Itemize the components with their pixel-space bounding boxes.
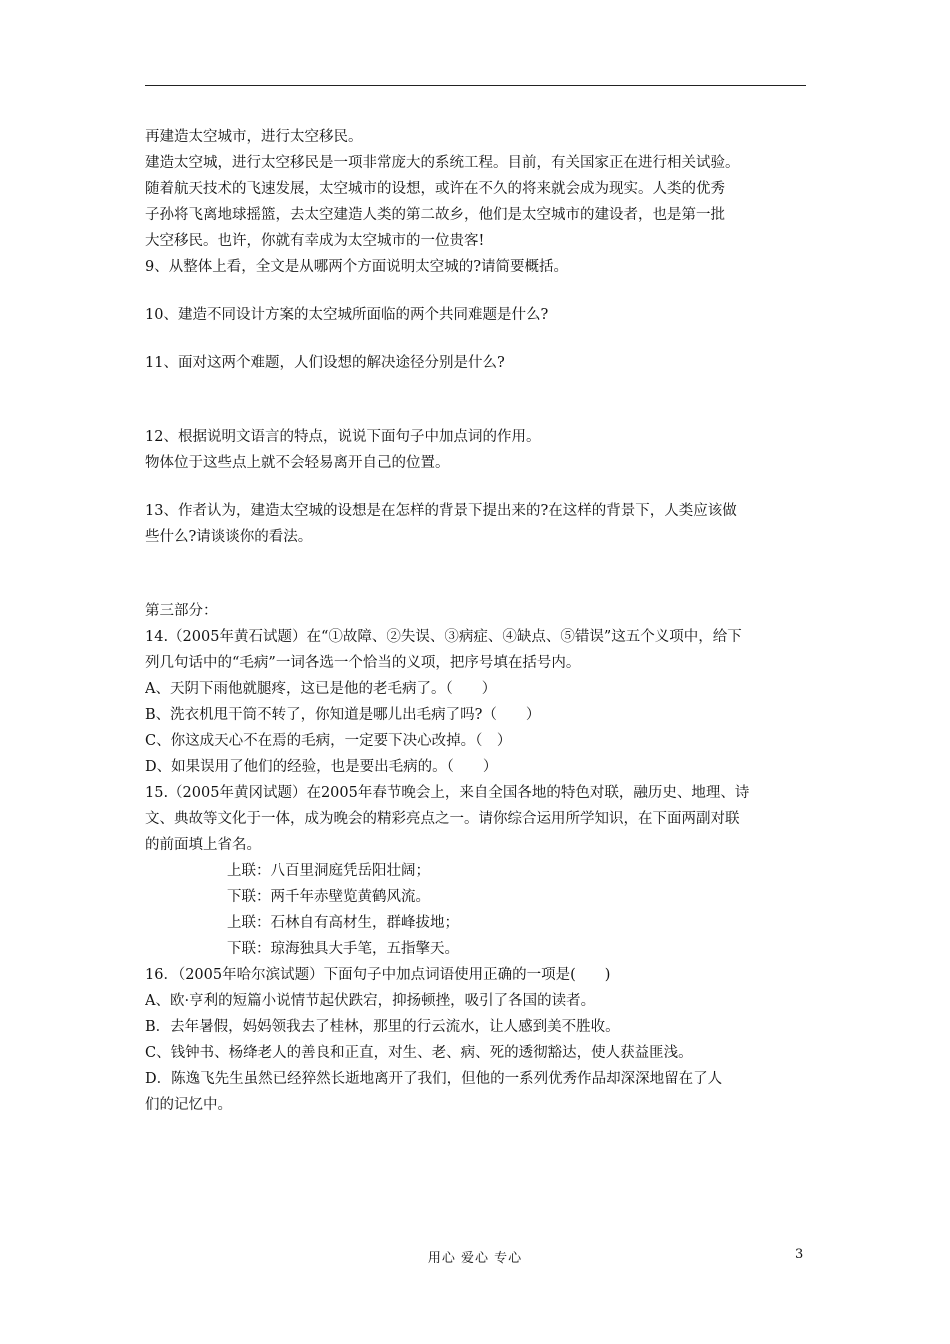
question-15-line-1: 15.（2005年黄冈试题）在2005年春节晚会上，来自全国各地的特色对联，融历史、地理、诗 <box>145 785 750 801</box>
question-13-line-1: 13、作者认为，建造太空城的设想是在怎样的背景下提出来的?在这样的背景下，人类应该做 <box>145 503 737 519</box>
question-13-line-2: 些什么?请谈谈你的看法。 <box>145 529 313 545</box>
passage-line-3: 随着航天技术的飞速发展，太空城市的设想，或许在不久的将来就会成为现实。人类的优秀 <box>145 181 725 197</box>
question-14-line-1: 14.（2005年黄石试题）在“①故障、②失误、③病症、④缺点、⑤错误”这五个义项中，给下 <box>145 629 742 645</box>
question-16-option-d-line-1: D．陈逸飞先生虽然已经猝然长逝地离开了我们，但他的一系列优秀作品却深深地留在了人 <box>145 1071 723 1087</box>
question-9: 9、从整体上看，全文是从哪两个方面说明太空城的?请简要概括。 <box>145 259 568 275</box>
question-16-option-b: B．去年暑假，妈妈领我去了桂林，那里的行云流水，让人感到美不胜收。 <box>145 1019 620 1035</box>
page-number: 3 <box>795 1247 804 1262</box>
question-12-sentence: 物体位于这些点上就不会轻易离开自己的位置。 <box>145 455 450 471</box>
document-body <box>145 124 807 1118</box>
couplet-1-upper: 上联：八百里洞庭凭岳阳壮阔； <box>227 863 430 879</box>
question-15-line-2: 文、典故等文化于一体，成为晚会的精彩亮点之一。请你综合运用所学知识，在下面两副对联 <box>145 811 740 827</box>
footer-motto: 用心 爱心 专心 <box>427 1251 523 1266</box>
couplet-2-upper: 上联：石林自有高材生，群峰拔地； <box>227 915 459 931</box>
question-16-option-a: A、欧·亨利的短篇小说情节起伏跌宕，抑扬顿挫，吸引了各国的读者。 <box>145 993 596 1009</box>
question-10: 10、建造不同设计方案的太空城所面临的两个共同难题是什么? <box>145 307 549 323</box>
question-16: 16．（2005年哈尔滨试题）下面句子中加点词语使用正确的一项是( ) <box>145 967 611 983</box>
question-16-option-c: C、钱钟书、杨绛老人的善良和正直，对生、老、病、死的透彻豁达，使人获益匪浅。 <box>145 1045 693 1061</box>
question-14-option-d: D、如果误用了他们的经验，也是要出毛病的。（ ） <box>145 759 498 775</box>
question-14-option-c: C、你这成天心不在焉的毛病，一定要下决心改掉。（ ） <box>145 733 512 749</box>
question-14-option-a: A、天阴下雨他就腿疼，这已是他的老毛病了。（ ） <box>145 681 497 697</box>
question-14-option-b: B、洗衣机甩干筒不转了，你知道是哪儿出毛病了吗?（ ） <box>145 707 541 723</box>
question-11: 11、面对这两个难题，人们设想的解决途径分别是什么? <box>145 355 505 371</box>
passage-line-4: 子孙将飞离地球摇篮，去太空建造人类的第二故乡，他们是太空城市的建设者，也是第一批 <box>145 207 725 223</box>
header-rule <box>145 85 806 86</box>
passage-line-1: 再建造太空城市，进行太空移民。 <box>145 129 363 145</box>
question-14-line-2: 列几句话中的“毛病”一词各选一个恰当的义项，把序号填在括号内。 <box>145 655 581 671</box>
question-12: 12、根据说明文语言的特点，说说下面句子中加点词的作用。 <box>145 429 541 445</box>
couplet-1-lower: 下联：两千年赤壁览黄鹤风流。 <box>227 889 430 905</box>
passage-line-2: 建造太空城，进行太空移民是一项非常庞大的系统工程。目前，有关国家正在进行相关试验。 <box>145 155 740 171</box>
question-16-option-d-line-2: 们的记忆中。 <box>145 1097 232 1113</box>
part-three-heading: 第三部分： <box>145 603 218 619</box>
question-15-line-3: 的前面填上省名。 <box>145 837 261 853</box>
passage-line-5: 大空移民。也许，你就有幸成为太空城市的一位贵客! <box>145 233 485 249</box>
couplet-2-lower: 下联：琼海独具大手笔，五指擎天。 <box>227 941 459 957</box>
